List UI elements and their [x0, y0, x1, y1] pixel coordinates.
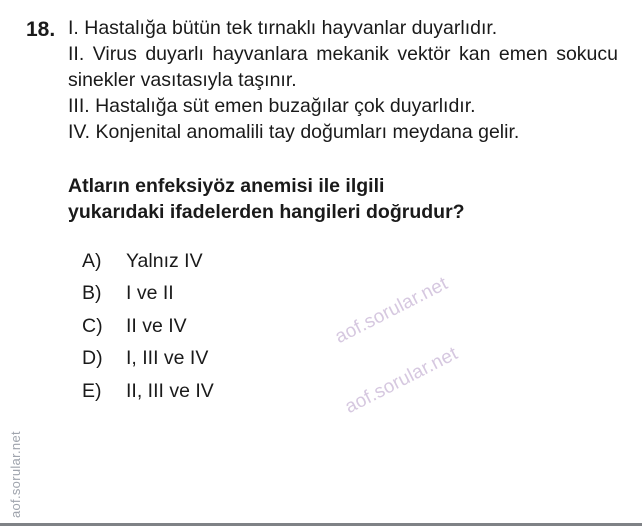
question-prompt-line-1: Atların enfeksiyöz anemisi ile ilgili — [68, 174, 385, 197]
option-a-letter: A) — [82, 249, 102, 272]
statement-1: I. Hastalığa bütün tek tırnaklı hayvanlar duyarlıdır. — [68, 17, 498, 39]
option-e[interactable] — [82, 379, 618, 402]
question-number: 18. — [26, 18, 56, 41]
option-c-letter: C) — [82, 314, 103, 337]
option-e-text: II, III ve IV — [126, 379, 214, 402]
option-b-letter: B) — [82, 282, 102, 305]
option-a[interactable] — [82, 249, 618, 272]
option-e-letter: E) — [82, 379, 102, 402]
statement-4: IV. Konjenital anomalili tay doğumları meydana gelir. — [68, 120, 520, 143]
diagonal-watermark-2: aof.sorular.net — [341, 343, 462, 418]
statement-2: II. Virus duyarlı hayvanlara mekanik vektör kan emen sokucu sinekler vasıtasıyla taşınır. — [68, 42, 618, 91]
question-body — [68, 16, 618, 414]
side-watermark: aof.sorular.net — [8, 431, 23, 518]
option-b[interactable] — [82, 284, 618, 304]
statement-3: III. Hastalığa süt emen buzağılar çok duyarlıdır. — [68, 94, 476, 117]
option-c[interactable] — [82, 314, 618, 337]
question-prompt-line-2: yukarıdaki ifadelerden hangileri doğrudur? — [68, 201, 465, 224]
answer-options — [82, 249, 618, 402]
option-d[interactable] — [82, 349, 618, 369]
option-b-text: I ve II — [126, 282, 174, 305]
option-d-text: I, III ve IV — [126, 347, 209, 370]
question-prompt — [68, 173, 618, 226]
option-d-letter: D) — [82, 347, 103, 370]
option-c-text: II ve IV — [126, 314, 187, 337]
diagonal-watermark-1: aof.sorular.net — [331, 273, 452, 348]
question-block — [24, 16, 618, 414]
option-a-text: Yalnız IV — [126, 249, 203, 272]
